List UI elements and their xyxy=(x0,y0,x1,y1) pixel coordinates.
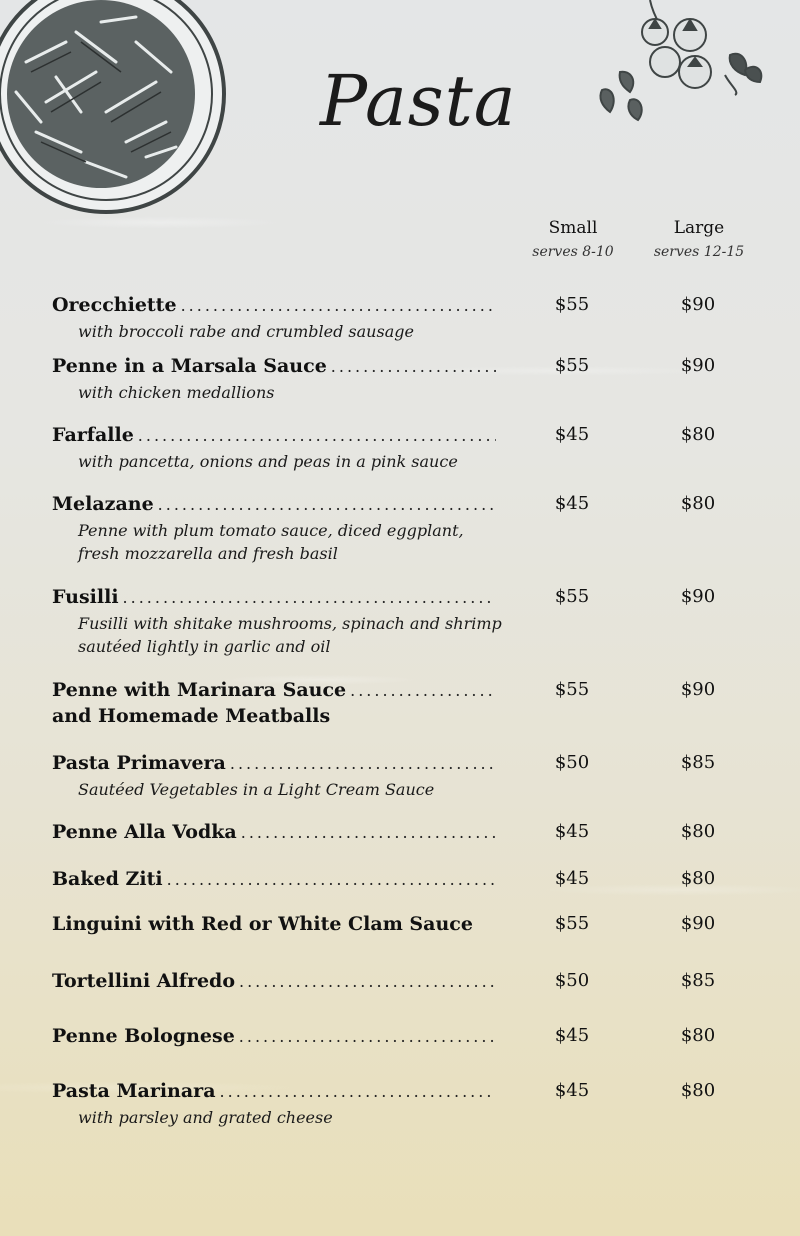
price-small: $55 xyxy=(554,913,590,934)
item-name: Pasta Marinara xyxy=(52,1080,216,1102)
item-description: with pancetta, onions and peas in a pink sauce xyxy=(78,452,458,471)
item-name: Fusilli xyxy=(52,586,119,608)
price-small: $45 xyxy=(554,424,590,445)
item-name: Linguini with Red or White Clam Sauce xyxy=(52,913,473,935)
leader-dots xyxy=(350,681,496,700)
menu-item xyxy=(52,1025,752,1047)
leader-dots xyxy=(158,495,496,514)
menu-item xyxy=(52,294,752,343)
item-description xyxy=(78,612,752,658)
page-title: Pasta xyxy=(320,60,517,142)
price-small: $45 xyxy=(554,821,590,842)
item-description: with chicken medallions xyxy=(78,383,275,402)
item-description: with parsley and grated cheese xyxy=(78,1108,333,1127)
pasta-bowl-icon xyxy=(0,0,236,222)
column-serves: serves 8-10 xyxy=(532,244,614,260)
menu-item xyxy=(52,679,752,727)
item-name: Penne Bolognese xyxy=(52,1025,235,1047)
menu-item xyxy=(52,1080,752,1129)
menu-item xyxy=(52,752,752,801)
price-small: $55 xyxy=(554,355,590,376)
menu-item xyxy=(52,970,752,992)
item-name: Penne in a Marsala Sauce xyxy=(52,355,327,377)
item-name: Melazane xyxy=(52,493,154,515)
menu-item xyxy=(52,868,752,890)
leader-dots xyxy=(123,588,496,607)
price-small: $55 xyxy=(554,679,590,700)
leader-dots xyxy=(220,1082,496,1101)
column-name: Small xyxy=(548,218,598,238)
leader-dots xyxy=(331,357,496,376)
price-small: $55 xyxy=(554,294,590,315)
desc-line: fresh mozzarella and fresh basil xyxy=(78,544,338,563)
price-small: $45 xyxy=(554,1025,590,1046)
menu-item xyxy=(52,821,752,843)
price-small: $55 xyxy=(554,586,590,607)
leader-dots xyxy=(239,972,496,991)
column-header-small xyxy=(503,218,643,260)
menu-item xyxy=(52,586,752,658)
desc-line: Fusilli with shitake mushrooms, spinach and shrimp xyxy=(78,614,502,633)
price-large: $90 xyxy=(680,355,716,376)
price-large: $80 xyxy=(680,868,716,889)
item-description: Sautéed Vegetables in a Light Cream Sauce xyxy=(78,780,435,799)
item-name: Orecchiette xyxy=(52,294,177,316)
price-large: $80 xyxy=(680,424,716,445)
price-large: $90 xyxy=(680,913,716,934)
price-small: $45 xyxy=(554,868,590,889)
desc-line: sautéed lightly in garlic and oil xyxy=(78,637,331,656)
item-name: Baked Ziti xyxy=(52,868,163,890)
item-name: Tortellini Alfredo xyxy=(52,970,235,992)
item-name-line2: and Homemade Meatballs xyxy=(52,705,331,727)
price-large: $80 xyxy=(680,493,716,514)
item-name: Penne Alla Vodka xyxy=(52,821,237,843)
leader-dots xyxy=(138,426,496,445)
price-large: $80 xyxy=(680,1025,716,1046)
menu-item xyxy=(52,913,752,935)
column-header-large xyxy=(629,218,769,260)
leader-dots xyxy=(181,296,496,315)
leader-dots xyxy=(241,823,496,842)
price-small: $50 xyxy=(554,970,590,991)
price-small: $50 xyxy=(554,752,590,773)
price-large: $85 xyxy=(680,970,716,991)
price-large: $90 xyxy=(680,679,716,700)
column-name: Large xyxy=(673,218,725,238)
menu-item xyxy=(52,424,752,473)
item-description xyxy=(78,519,752,565)
price-small: $45 xyxy=(554,1080,590,1101)
tomatoes-garlic-basil-icon xyxy=(590,0,770,140)
price-large: $85 xyxy=(680,752,716,773)
leader-dots xyxy=(230,754,496,773)
price-small: $45 xyxy=(554,493,590,514)
price-large: $80 xyxy=(680,821,716,842)
menu-item xyxy=(52,355,752,404)
item-description: with broccoli rabe and crumbled sausage xyxy=(78,322,414,341)
column-serves: serves 12-15 xyxy=(653,244,745,260)
desc-line: Penne with plum tomato sauce, diced eggplant, xyxy=(78,521,464,540)
leader-dots xyxy=(239,1027,496,1046)
item-name: Penne with Marinara Sauce xyxy=(52,679,347,701)
item-name: Pasta Primavera xyxy=(52,752,226,774)
menu-item xyxy=(52,493,752,565)
leader-dots xyxy=(167,870,496,889)
price-large: $80 xyxy=(680,1080,716,1101)
price-large: $90 xyxy=(680,294,716,315)
item-name: Farfalle xyxy=(52,424,134,446)
price-large: $90 xyxy=(680,586,716,607)
